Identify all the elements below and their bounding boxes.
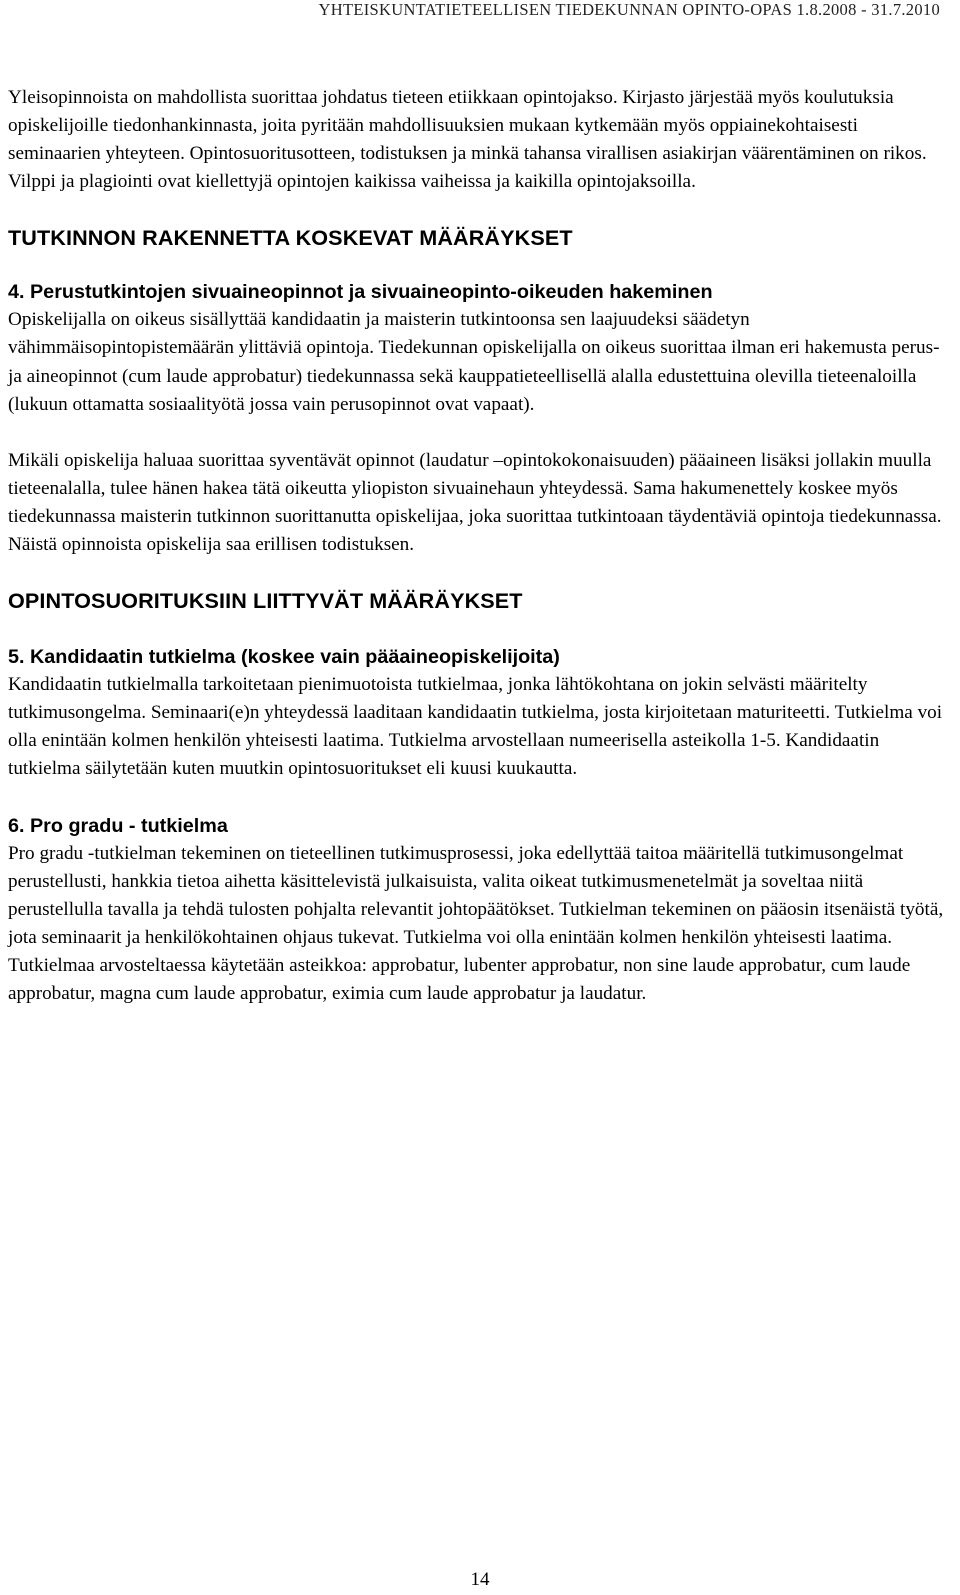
section-6-title: 6. Pro gradu - tutkielma [8, 814, 228, 837]
section-4-paragraph-1: Opiskelijalla on oikeus sisällyttää kandidaatin ja maisterin tutkintoonsa sen laajuudeksi säädetyn vähimmäisopintopistemäärän ylittäviä opintoja. Tiedekunnan opiskelijalla on oikeus suorittaa ilman eri hakemusta perus- ja aineopinnot (cum laude approbatur) tiedekunnassa sekä kauppatieteellisellä alalla edustettuina olevilla tieteenaloilla (lukuun ottamatta sosiaalityötä jossa vain perusopinnot ovat vapaat). [8, 309, 940, 415]
section-5-paragraph: Kandidaatin tutkielmalla tarkoitetaan pienimuotoista tutkielmaa, jonka lähtökohtana on jokin selvästi määritelty tutkimusongelma. Seminaari(e)n yhteydessä laaditaan kandidaatin tutkielma, josta kirjoitetaan maturiteetti. Tutkielma voi olla enintään kolmen henkilön yhteisesti laatima. Tutkielma arvostellaan numeerisella asteikolla 1-5. Kandidaatin tutkielma säilytetään kuten muutkin opintosuoritukset eli kuusi kuukautta. [8, 674, 943, 780]
page-number: 14 [470, 1569, 490, 1590]
study-rules-heading: OPINTOSUORITUKSIIN LIITTYVÄT MÄÄRÄYKSET [8, 588, 523, 614]
structure-rules-heading: TUTKINNON RAKENNETTA KOSKEVAT MÄÄRÄYKSET [8, 225, 573, 251]
section-4-title: 4. Perustutkintojen sivuaineopinnot ja sivuaineopinto-oikeuden hakeminen [8, 281, 713, 304]
section-4-paragraph-2: Mikäli opiskelija haluaa suorittaa syventävät opinnot (laudatur –opintokokonaisuuden) pääaineen lisäksi jollakin muulla tieteenalalla, tulee hänen hakea tätä oikeutta yliopiston sivuainehaun yhteydessä. Sama hakumenettely koskee myös tiedekunnassa maisterin tutkinnon suorittanutta opiskelijaa, joka suorittaa tutkintoaan täydentäviä opintoja tiedekunnassa. Näistä opinnoista opiskelija saa erillisen todistuksen. [8, 449, 942, 556]
section-6-paragraph: Pro gradu -tutkielman tekeminen on tieteellinen tutkimusprosessi, joka edellyttää taitoa määritellä tutkimusongelmat perustellusti, hankkia tietoa aihetta käsittelevistä julkaisuista, valita oikeat tutkimusmenetelmät ja soveltaa niitä perustellulla tavalla ja tehdä tulosten pohjalta relevantit johtopäätökset. Tutkielman tekeminen on pääosin itsenäistä työtä, jota seminaarit ja henkilökohtainen ohjaus tukevat. Tutkielma voi olla enintään kolmen henkilön yhteisesti laatima. Tutkielmaa arvosteltaessa käytetään asteikkoa: approbatur, lubenter approbatur, non sine laude approbatur, cum laude approbatur, magna cum laude approbatur, eximia cum laude approbatur ja laudatur. [8, 842, 944, 1004]
intro-paragraph: Yleisopinnoista on mahdollista suorittaa johdatus tieteen etiikkaan opintojakso. Kirjasto järjestää myös koulutuksia opiskelijoille tiedonhankinnasta, joita pyritään mahdollisuuksien mukaan kytkemään myös oppiainekohtaisesti seminaarien yhteyteen. Opintosuoritusotteen, todistuksen ja minkä tahansa virallisen asiakirjan väärentäminen on rikos. Vilppi ja plagiointi ovat kiellettyjä opintojen kaikissa vaiheissa ja kaikilla opintojaksoilla. [8, 87, 927, 193]
running-header: YHTEISKUNTATIETEELLISEN TIEDEKUNNAN OPINTO-OPAS 1.8.2008 - 31.7.2010 [318, 0, 940, 19]
section-5-title: 5. Kandidaatin tutkielma (koskee vain pääaineopiskelijoita) [8, 646, 560, 669]
document-body [8, 84, 953, 1008]
